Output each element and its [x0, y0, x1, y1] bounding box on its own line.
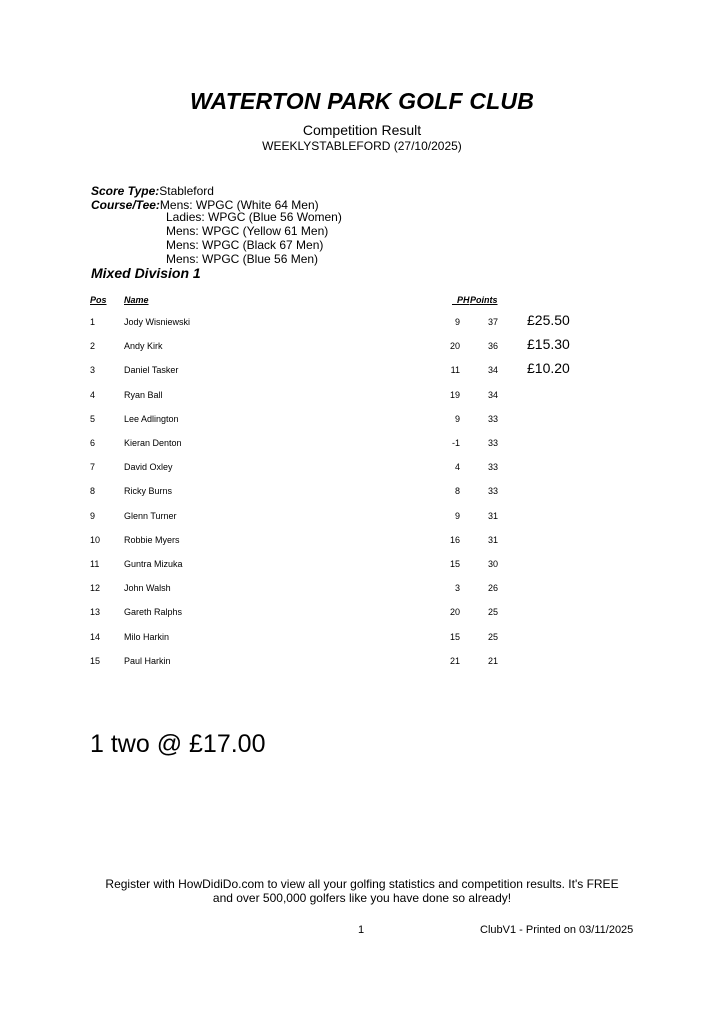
- pos-cell: 2: [90, 341, 96, 352]
- name-cell: Paul Harkin: [124, 655, 171, 666]
- score-type-label: Score Type:: [91, 184, 160, 198]
- points-cell: 34: [487, 365, 498, 376]
- name-cell: Jody Wisniewski: [124, 317, 191, 327]
- table-row: [0, 511, 724, 535]
- name-cell: Guntra Mizuka: [124, 559, 183, 569]
- table-row: [0, 486, 724, 510]
- prize-cell: £10.20: [527, 360, 570, 377]
- pos-cell: 10: [90, 534, 101, 545]
- ph-cell: 20: [449, 341, 460, 352]
- points-cell: 26: [487, 583, 498, 594]
- ph-cell: 20: [449, 607, 460, 618]
- table-row: [0, 583, 724, 607]
- club-title: WATERTON PARK GOLF CLUB: [189, 88, 535, 114]
- twos-result: 1 two @ £17.00: [90, 730, 266, 758]
- points-cell: 33: [487, 486, 498, 497]
- course-tee-label: Course/Tee:: [91, 198, 160, 212]
- name-cell: Gareth Ralphs: [124, 607, 183, 618]
- name-cell: Andy Kirk: [124, 341, 163, 352]
- name-cell: David Oxley: [124, 462, 173, 473]
- table-row: [0, 462, 724, 486]
- ph-cell: 19: [449, 389, 460, 400]
- table-row: [0, 414, 724, 438]
- table-row: [0, 656, 724, 680]
- points-cell: 37: [487, 317, 498, 327]
- course-tee-item: Ladies: WPGC (Blue 56 Women): [166, 210, 342, 224]
- ph-cell: 4: [454, 462, 460, 473]
- footer-message: [0, 877, 724, 905]
- course-tee-item: Mens: WPGC (Yellow 61 Men): [166, 224, 329, 238]
- table-row: [0, 535, 724, 559]
- ph-cell: 15: [449, 559, 460, 569]
- table-row: [0, 438, 724, 462]
- points-cell: 31: [487, 510, 498, 521]
- header-name: Name: [124, 295, 149, 305]
- ph-cell: 9: [454, 413, 460, 424]
- table-row: [0, 559, 724, 583]
- ph-cell: -1: [451, 438, 460, 448]
- header-ph: PH: [457, 295, 470, 305]
- printed-info: ClubV1 - Printed on 03/11/2025: [480, 924, 634, 936]
- pos-cell: 5: [90, 413, 96, 424]
- course-tee-item: Mens: WPGC (Black 67 Men): [166, 238, 324, 252]
- pos-cell: 3: [90, 365, 96, 376]
- points-cell: 33: [487, 462, 498, 473]
- ph-cell: 8: [454, 486, 460, 497]
- points-cell: 31: [487, 534, 498, 545]
- name-cell: Glenn Turner: [124, 510, 177, 521]
- footer-line: Register with HowDidiDo.com to view all your golfing statistics and competition results. It's FREE: [105, 877, 619, 891]
- name-cell: Lee Adlington: [124, 413, 179, 424]
- ph-cell: 9: [454, 317, 460, 327]
- pos-cell: 9: [90, 510, 96, 521]
- table-row: [0, 360, 724, 389]
- table-row: [0, 390, 724, 414]
- footer-line: and over 500,000 golfers like you have done so already!: [212, 891, 512, 905]
- points-cell: 25: [487, 607, 498, 618]
- name-cell: Robbie Myers: [124, 534, 180, 545]
- course-tee-item: Mens: WPGC (Blue 56 Men): [166, 252, 319, 266]
- score-type-value: Stableford: [159, 184, 214, 198]
- prize-cell: £25.50: [527, 312, 570, 328]
- header-points: Points: [470, 295, 498, 305]
- name-cell: Daniel Tasker: [124, 365, 179, 376]
- points-cell: 30: [487, 559, 498, 569]
- ph-cell: 11: [450, 365, 460, 376]
- table-row: [0, 336, 724, 365]
- name-cell: John Walsh: [124, 583, 171, 594]
- table-row: [0, 632, 724, 656]
- pos-cell: 6: [90, 438, 96, 448]
- course-tee-item: Mens: WPGC (White 64 Men): [159, 198, 319, 212]
- points-cell: 25: [487, 631, 498, 642]
- pos-cell: 13: [90, 607, 101, 618]
- points-cell: 21: [487, 655, 498, 666]
- pos-cell: 7: [90, 462, 96, 473]
- name-cell: Kieran Denton: [124, 438, 182, 448]
- points-cell: 36: [487, 341, 498, 352]
- pos-cell: 11: [90, 559, 100, 569]
- ph-cell: 15: [449, 631, 460, 642]
- prize-cell: £15.30: [527, 336, 570, 353]
- ph-cell: 21: [449, 655, 460, 666]
- pos-cell: 8: [90, 486, 96, 497]
- document-type: Competition Result: [302, 122, 422, 138]
- name-cell: Milo Harkin: [124, 631, 170, 642]
- ph-cell: 16: [449, 534, 460, 545]
- page-number: 1: [358, 924, 365, 936]
- points-cell: 34: [487, 389, 498, 400]
- pos-cell: 4: [90, 389, 96, 400]
- pos-cell: 1: [90, 317, 96, 327]
- ph-cell: 3: [454, 583, 460, 594]
- table-row: [0, 312, 724, 341]
- competition-name: WEEKLYSTABLEFORD (27/10/2025): [262, 139, 462, 153]
- table-row: [0, 607, 724, 631]
- points-cell: 33: [487, 438, 498, 448]
- name-cell: Ryan Ball: [124, 389, 163, 400]
- pos-cell: 12: [90, 583, 101, 594]
- header-pos: Pos: [90, 295, 107, 305]
- division-title: Mixed Division 1: [91, 265, 201, 281]
- pos-cell: 14: [90, 631, 101, 642]
- points-cell: 33: [487, 413, 498, 424]
- name-cell: Ricky Burns: [124, 486, 173, 497]
- ph-cell: 9: [454, 510, 460, 521]
- pos-cell: 15: [90, 655, 101, 666]
